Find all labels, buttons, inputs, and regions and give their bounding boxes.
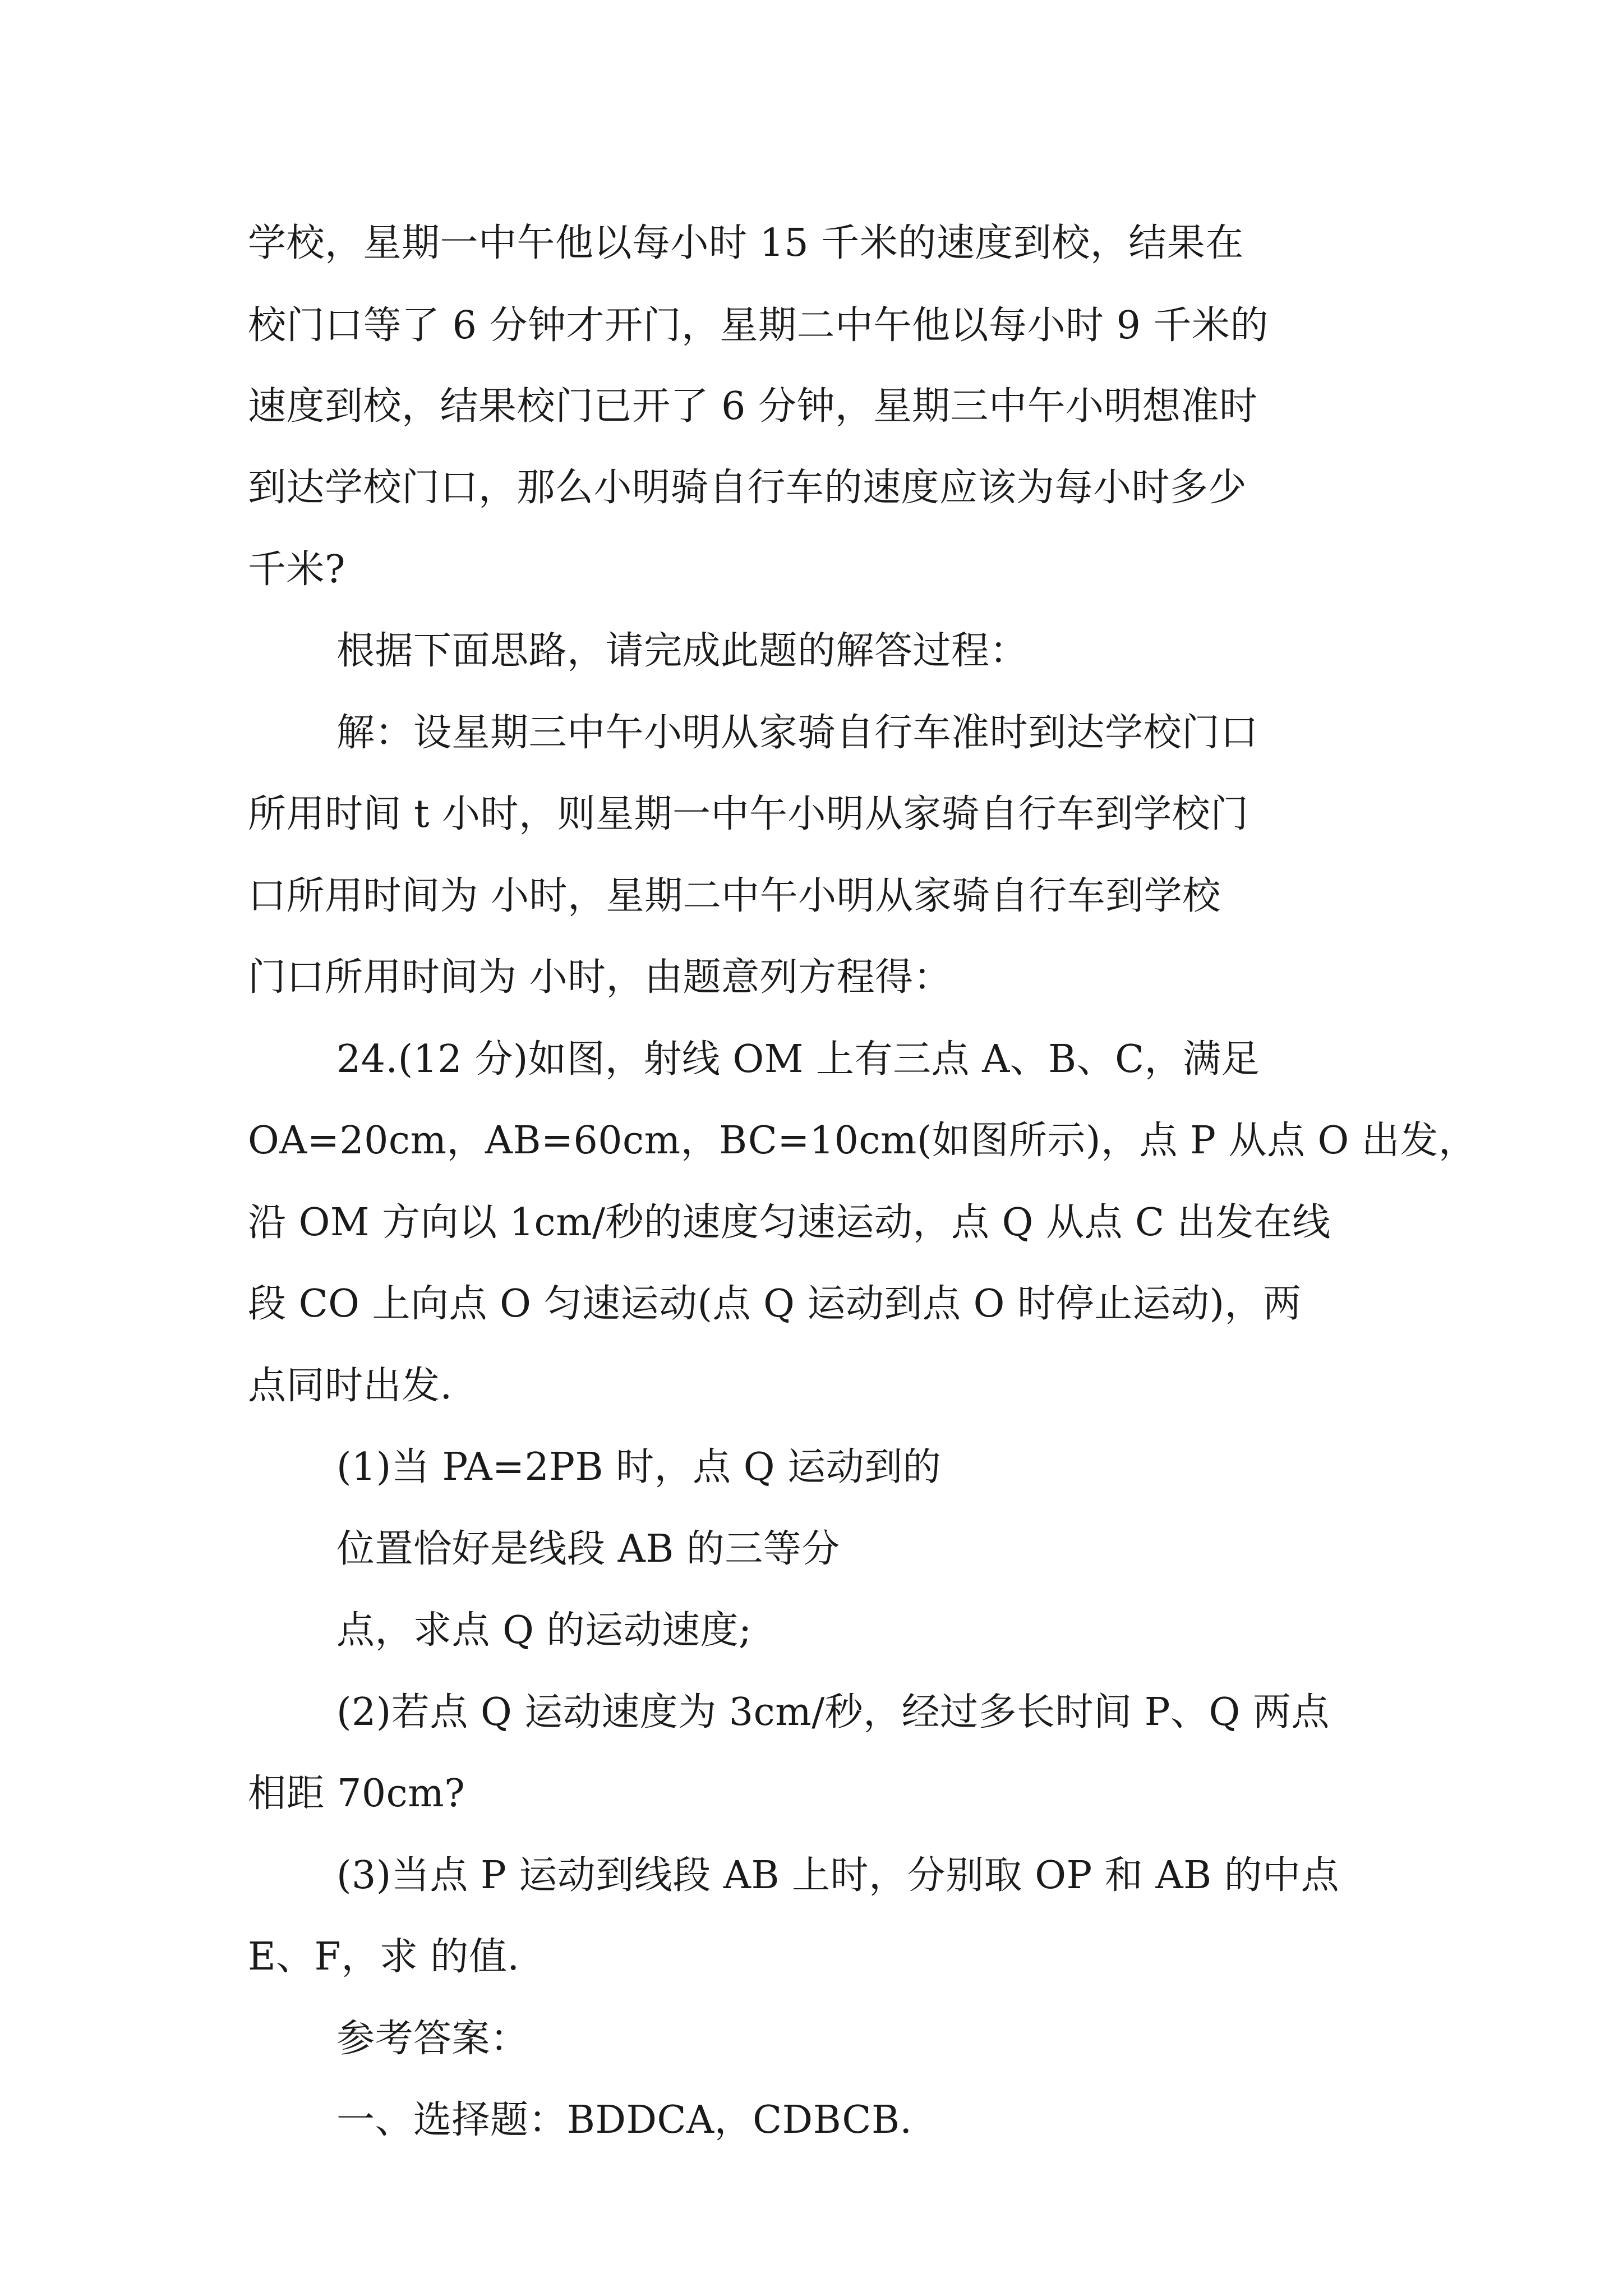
problem-text-line-5: 千米? [248, 547, 345, 592]
part-3-line-1: (3)当点 P 运动到线段 AB 上时，分别取 OP 和 AB 的中点 [336, 1853, 1340, 1898]
problem-text-line-4: 到达学校门口，那么小明骑自行车的速度应该为每小时多少 [248, 466, 1247, 510]
problem-text-line-1: 学校，星期一中午他以每小时 15 千米的速度到校，结果在 [248, 221, 1244, 265]
problem-text-line-2: 校门口等了 6 分钟才开门，星期二中午他以每小时 9 千米的 [248, 303, 1269, 348]
answer-choices: 一、选择题：BDDCA，CDBCB. [336, 2098, 912, 2142]
question-24-line-3: 沿 OM 方向以 1cm/秒的速度匀速运动，点 Q 从点 C 出发在线 [248, 1200, 1331, 1245]
part-1-line-2: 位置恰好是线段 AB 的三等分 [336, 1527, 840, 1571]
solution-line-3: 口所用时间为 小时，星期二中午小明从家骑自行车到学校 [248, 874, 1221, 918]
solution-line-1: 解：设星期三中午小明从家骑自行车准时到达学校门口 [336, 711, 1259, 755]
part-3-line-2: E、F，求 的值. [248, 1935, 520, 1979]
answer-heading: 参考答案： [336, 2017, 529, 2061]
solution-instruction: 根据下面思路，请完成此题的解答过程： [336, 629, 1029, 673]
question-24-line-1: 24.(12 分)如图，射线 OM 上有三点 A、B、C，满足 [336, 1037, 1260, 1082]
part-2-line-1: (2)若点 Q 运动速度为 3cm/秒，经过多长时间 P、Q 两点 [336, 1690, 1330, 1734]
part-1-line-3: 点，求点 Q 的运动速度; [336, 1608, 752, 1653]
problem-text-line-3: 速度到校，结果校门已开了 6 分钟，星期三中午小明想准时 [248, 384, 1258, 429]
question-24-line-4: 段 CO 上向点 O 匀速运动(点 Q 运动到点 O 时停止运动)，两 [248, 1282, 1302, 1326]
part-2-line-2: 相距 70cm? [248, 1772, 465, 1816]
question-24-line-2: OA=20cm，AB=60cm，BC=10cm(如图所示)，点 P 从点 O 出发， [248, 1119, 1477, 1163]
solution-line-4: 门口所用时间为 小时，由题意列方程得： [248, 955, 952, 1000]
question-24-line-5: 点同时出发. [248, 1364, 453, 1408]
part-1-line-1: (1)当 PA=2PB 时，点 Q 运动到的 [336, 1445, 942, 1489]
solution-line-2: 所用时间 t 小时，则星期一中午小明从家骑自行车到学校门 [248, 792, 1249, 836]
